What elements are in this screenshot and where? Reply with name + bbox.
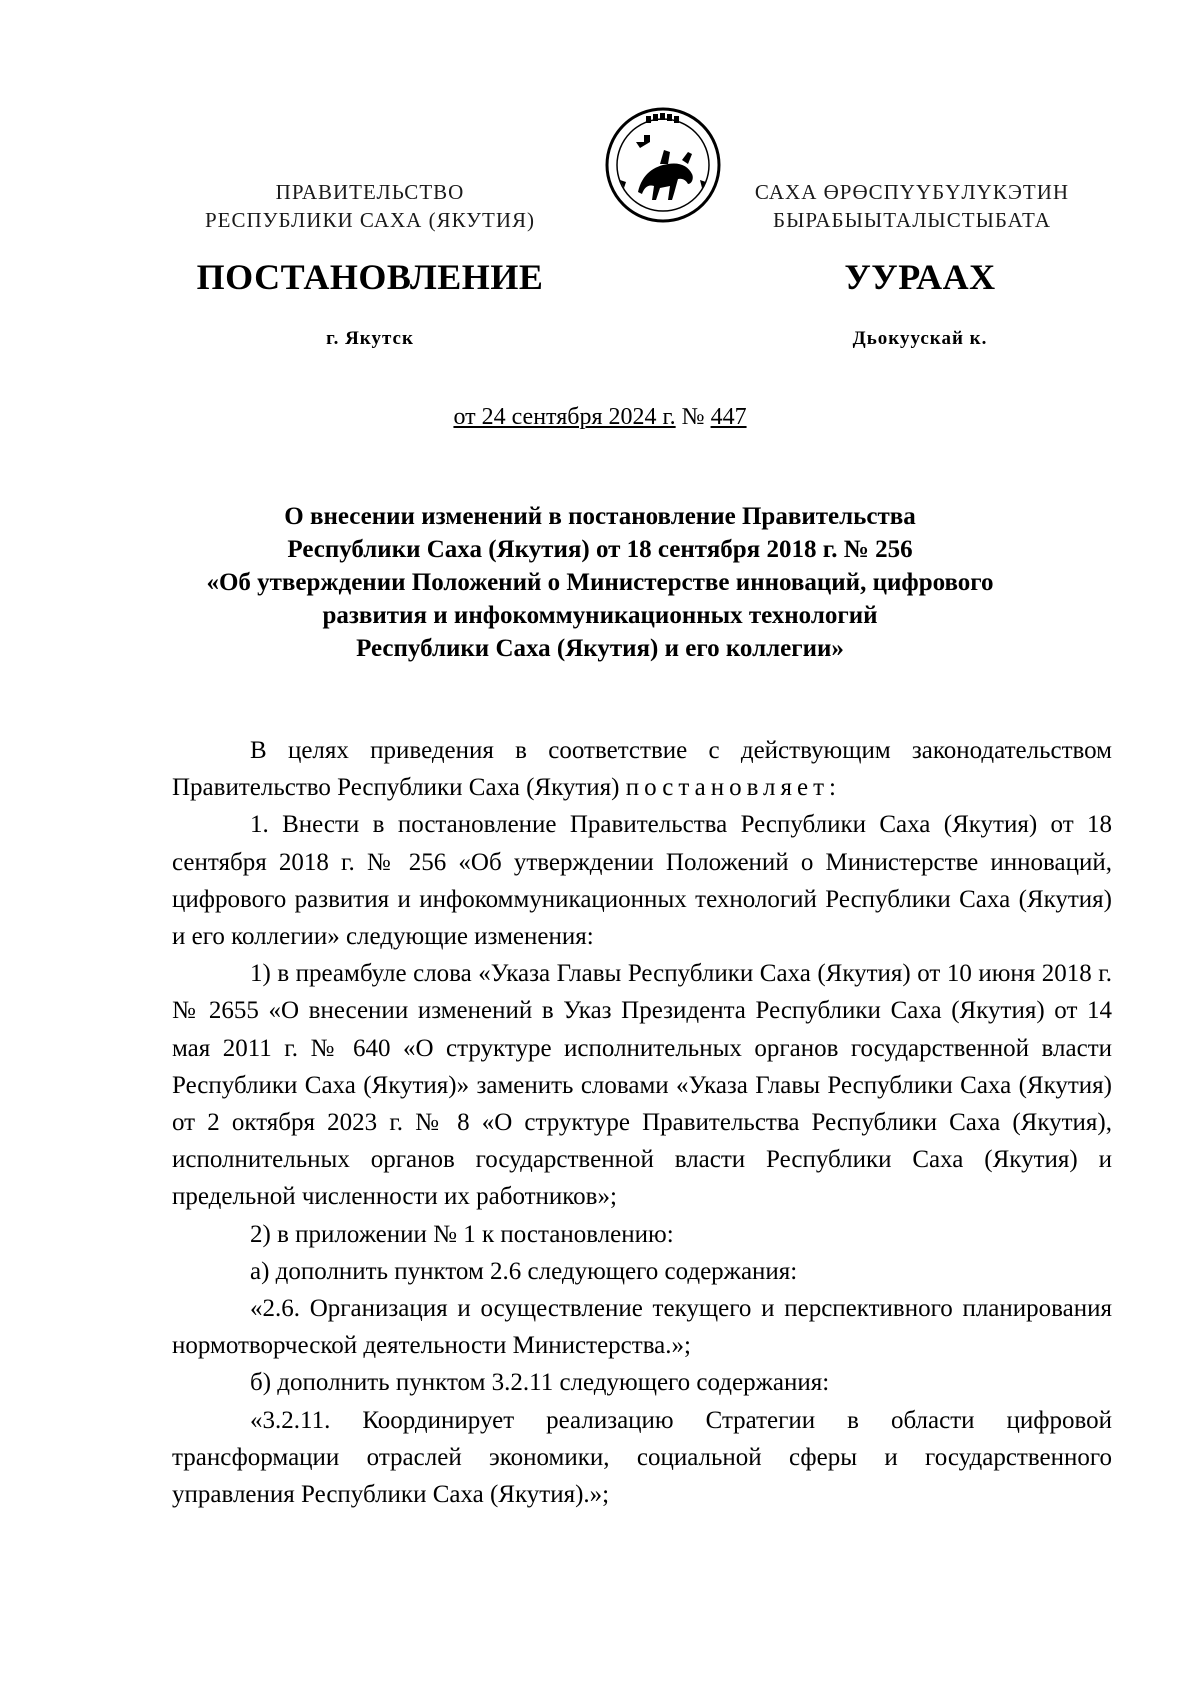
org-name-right-line-2: БЫРАБЫЫТАЛЫСТЫБАТА xyxy=(773,208,1051,232)
paragraph-quote-2-6: «2.6. Организация и осуществление текущего и перспективного планирования нормотворческой деятельности Министерства.»; xyxy=(172,1295,1112,1360)
paragraph-subitem-a: а) дополнить пунктом 2.6 следующего содержания: xyxy=(250,1257,798,1285)
paragraph-subitem-b: б) дополнить пунктом 3.2.11 следующего содержания: xyxy=(250,1369,830,1397)
org-name-right xyxy=(712,178,1112,234)
number-sign: № xyxy=(681,404,705,430)
title-line-3: «Об утверждении Положений о Министерстве инноваций, цифрового xyxy=(206,569,994,596)
date-number-line xyxy=(300,404,900,431)
title-line-5: Республики Саха (Якутия) и его коллегии» xyxy=(356,635,844,662)
document-date: от 24 сентября 2024 г. xyxy=(453,404,676,430)
document-number: 447 xyxy=(710,404,747,430)
paragraph-subitem-1: 1) в преамбуле слова «Указа Главы Республики Саха (Якутия) от 10 июня 2018 г. № 2655 «О внесении изменений в Указ Президента Республики Саха (Якутия) от 14 мая 2011 г. № 640 «О структуре исполнительных органов государственной власти Республики Саха (Якутия)» заменить словами «Указа Главы Республики Саха (Якутия) от 2 октября 2023 г. № 8 «О структуре Правительства Республики Саха (Якутия), исполнительных органов государственной власти Республики Саха (Якутия) и предельной численности их работников»; xyxy=(172,960,1112,1211)
document-body xyxy=(172,732,1112,1513)
title-line-4: развития и инфокоммуникационных технологий xyxy=(322,602,878,629)
org-name-left xyxy=(170,178,570,234)
doc-type-sakha: УУРААХ xyxy=(844,257,996,297)
org-name-left-line-2: РЕСПУБЛИКИ САХА (ЯКУТИЯ) xyxy=(204,208,536,232)
preamble-decree-word: постановляет: xyxy=(625,774,841,802)
preamble-text: В целях приведения в соответствие с действующим законодательством Правительство Республики Саха (Якутия) xyxy=(172,737,1112,802)
city-sakha: Дьокуускай к. xyxy=(852,328,988,349)
paragraph-item-1: 1. Внести в постановление Правительства Республики Саха (Якутия) от 18 сентября 2018 г. № 256 «Об утверждении Положений о Министерстве инноваций, цифрового развития и инфокоммуникационных технологий Республики Саха (Якутия) и его коллегии» следующие изменения: xyxy=(172,811,1112,951)
title-line-2: Республики Саха (Якутия) от 18 сентября 2018 г. № 256 xyxy=(287,536,913,563)
city-ru: г. Якутск xyxy=(326,328,414,349)
org-name-left-line-1: ПРАВИТЕЛЬСТВО xyxy=(275,180,465,204)
paragraph-subitem-2: 2) в приложении № 1 к постановлению: xyxy=(250,1220,674,1248)
title-line-1: О внесении изменений в постановление Правительства xyxy=(284,503,916,530)
doc-type-ru: ПОСТАНОВЛЕНИЕ xyxy=(196,257,544,297)
paragraph-quote-3-2-11: «3.2.11. Координирует реализацию Стратегии в области цифровой трансформации отраслей экономики, социальной сферы и государственного управления Республики Саха (Якутия).»; xyxy=(172,1406,1112,1509)
org-name-right-line-1: САХА ӨРӨСПҮҮБҮЛҮКЭТИН xyxy=(754,180,1070,204)
coat-of-arms-emblem-icon xyxy=(602,104,724,226)
document-title xyxy=(150,500,1050,665)
preamble-paragraph xyxy=(172,732,1112,806)
